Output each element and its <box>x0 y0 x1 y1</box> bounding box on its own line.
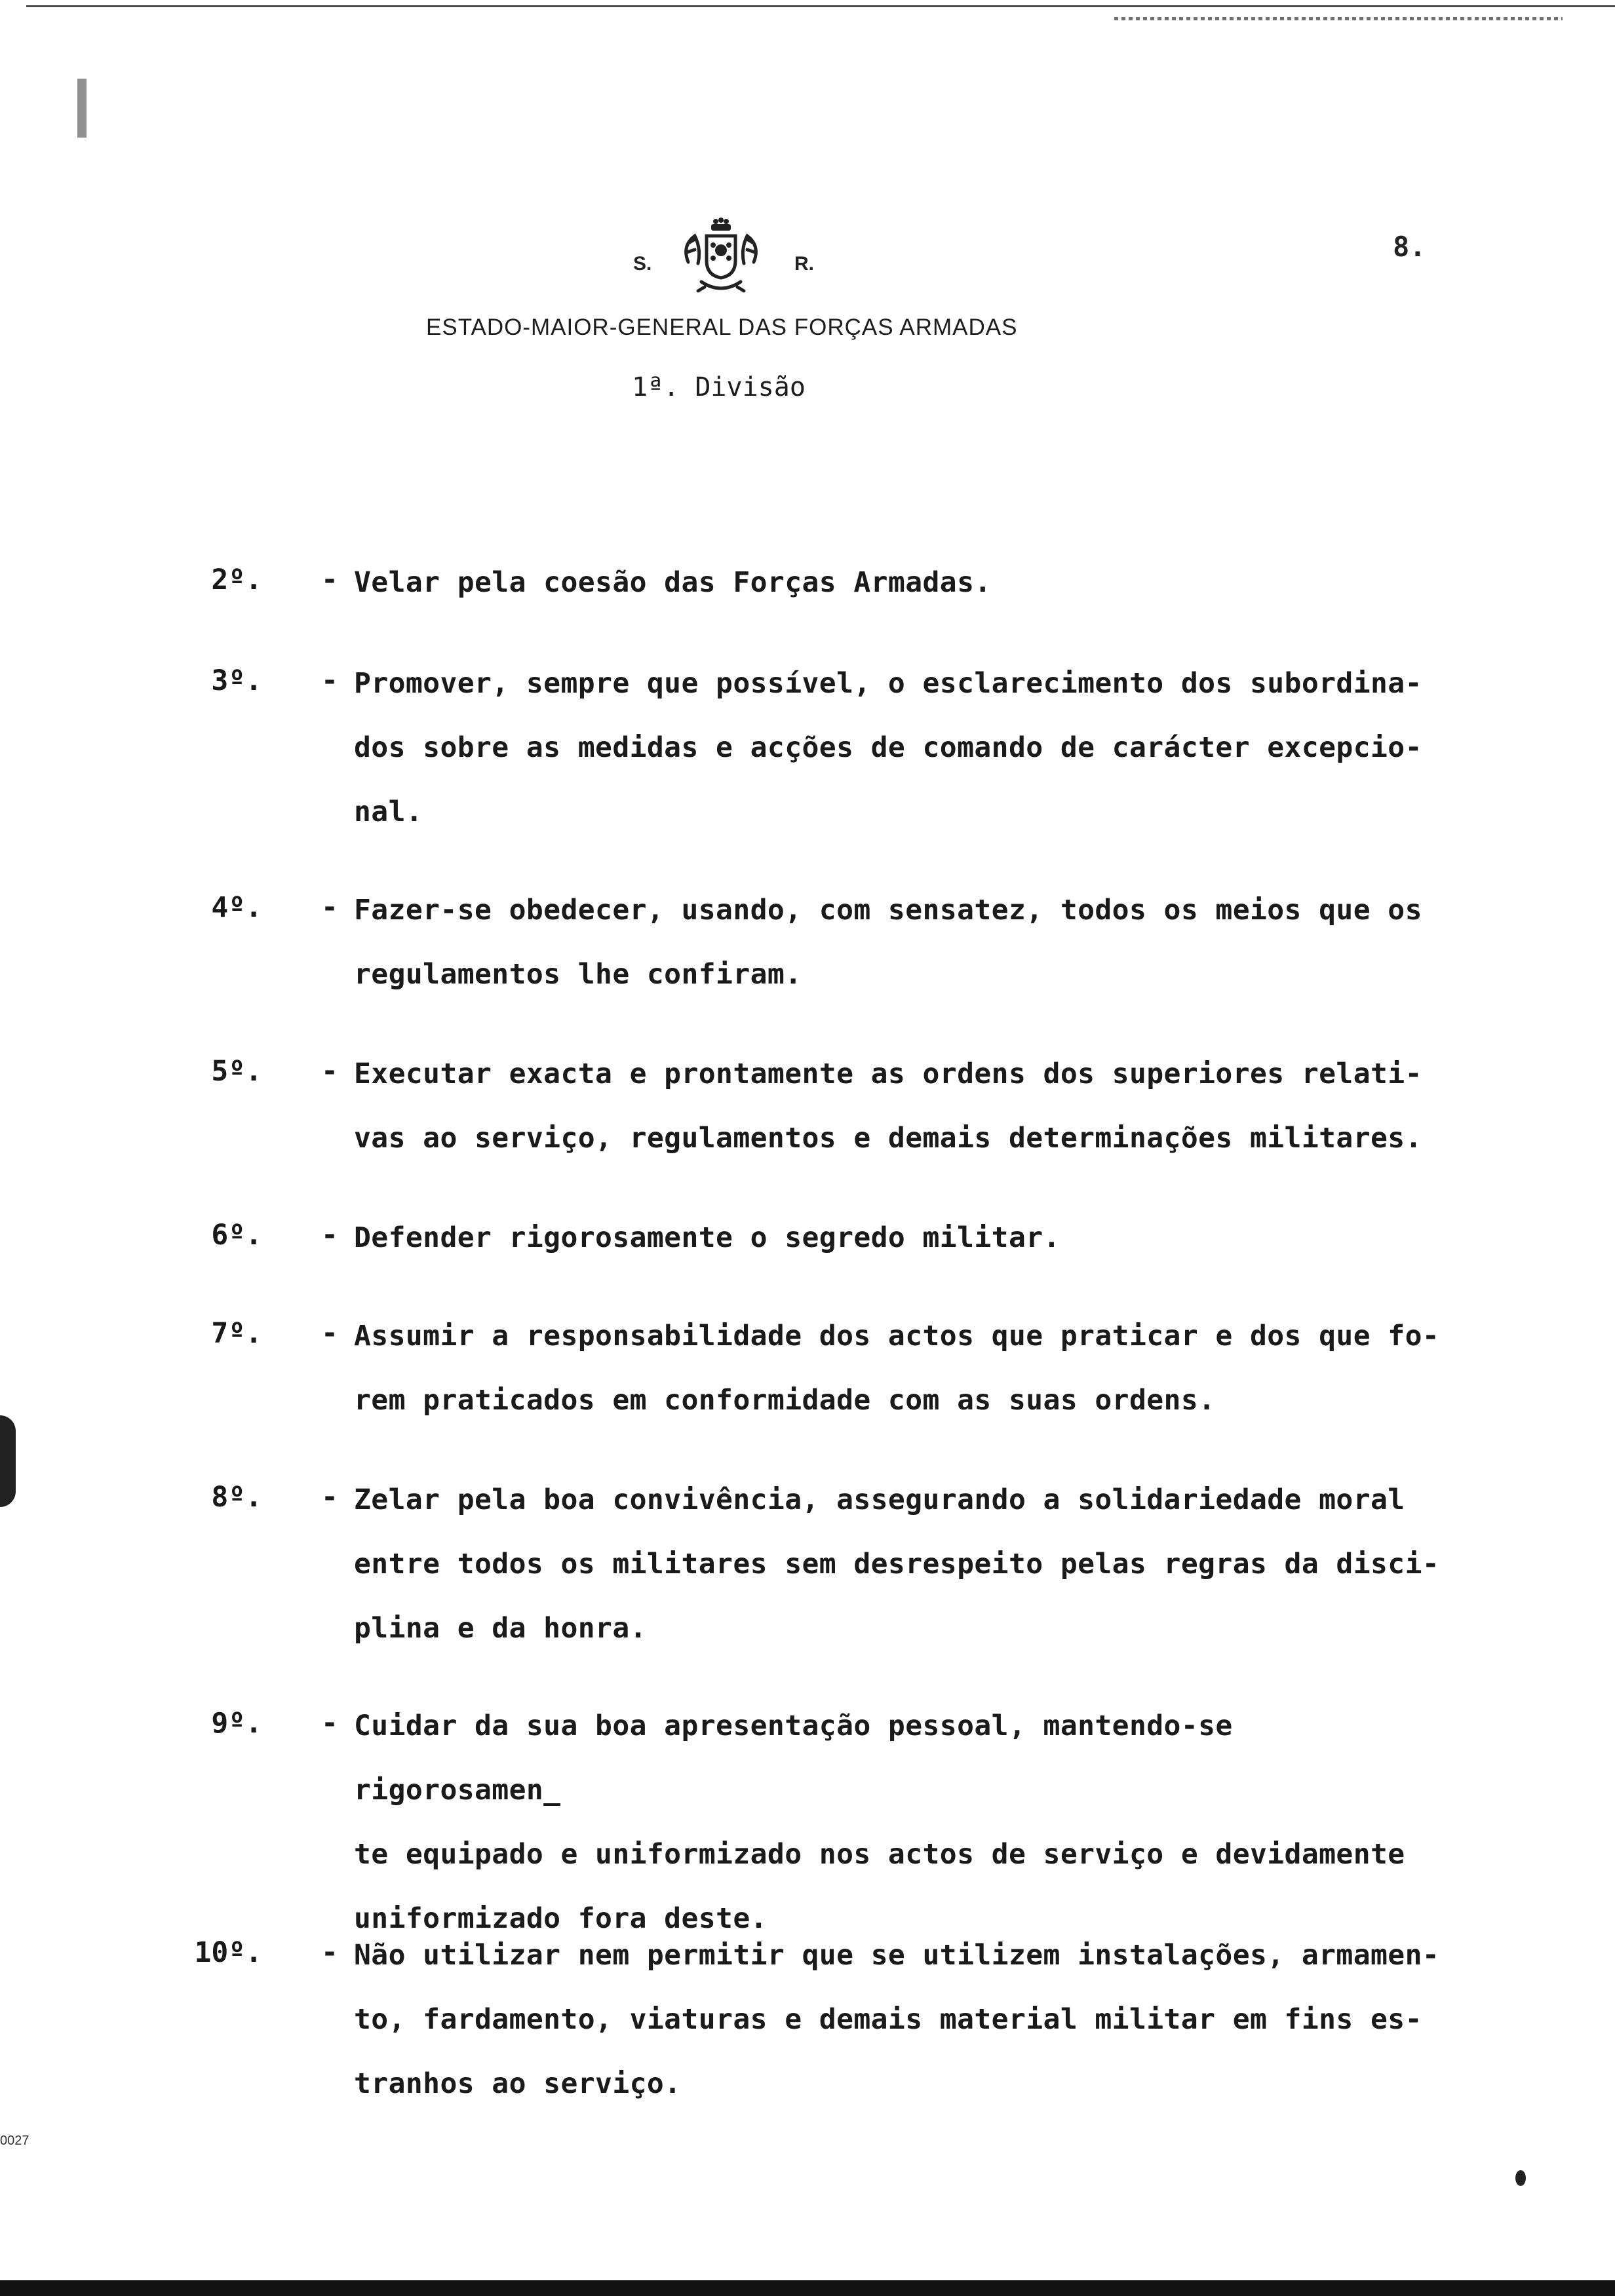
item-text: Promover, sempre que possível, o esclarecimento dos subordina- dos sobre as medidas e acções de comando de carácter excepcio- nal. <box>354 667 1422 828</box>
coat-of-arms-icon <box>675 216 767 295</box>
margin-mark <box>0 1415 16 1507</box>
item-number: 5º. <box>211 1055 262 1088</box>
item-dash: - <box>321 1936 338 1969</box>
item-text: Zelar pela boa convivência, assegurando a solidariedade moral entre todos os militares sem desrespeito pelas regras da disci- plina e da honra. <box>354 1483 1440 1645</box>
item-dash: - <box>321 1481 338 1514</box>
seal-letter-r: R. <box>794 253 814 275</box>
item-number: 3º. <box>211 664 262 697</box>
item-number: 2º. <box>211 564 262 596</box>
seal-letter-s: S. <box>633 253 652 275</box>
item-number: 7º. <box>211 1317 262 1350</box>
item-dash: - <box>321 1219 338 1252</box>
scan-edge-bottom <box>0 2280 1615 2296</box>
item-dash: - <box>321 664 338 697</box>
item-dash: - <box>321 1055 338 1088</box>
division-title: 1ª. Divisão <box>632 372 806 402</box>
organization-name: ESTADO-MAIOR-GENERAL DAS FORÇAS ARMADAS <box>426 315 1018 340</box>
item-dash: - <box>321 1317 338 1350</box>
item-number: 9º. <box>211 1707 262 1740</box>
item-number: 4º. <box>211 891 262 924</box>
item-text: Fazer-se obedecer, usando, com sensatez, todos os meios que os regulamentos lhe confiram. <box>354 894 1422 991</box>
margin-mark <box>1515 2170 1526 2186</box>
item-dash: - <box>321 564 338 596</box>
item-dash: - <box>321 891 338 924</box>
item-text: Cuidar da sua boa apresentação pessoal, mantendo-se rigorosamen_ te equipado e uniformizado nos actos de serviço e devidamente uniformizado fora deste. <box>354 1710 1405 1935</box>
scan-edge-top <box>26 5 1615 7</box>
margin-mark <box>77 79 87 138</box>
item-number: 6º. <box>211 1219 262 1252</box>
item-text: Executar exacta e prontamente as ordens dos superiores relati- vas ao serviço, regulamentos e demais determinações militares. <box>354 1058 1422 1155</box>
document-code: 0027 <box>0 2133 29 2148</box>
item-text: Defender rigorosamente o segredo militar. <box>354 1221 1060 1254</box>
item-text: Assumir a responsabilidade dos actos que praticar e dos que fo- rem praticados em conformidade com as suas ordens. <box>354 1320 1440 1417</box>
item-dash: - <box>321 1707 338 1740</box>
item-number: 10º. <box>194 1936 262 1969</box>
scan-edge-top-noise <box>1114 17 1563 20</box>
seal <box>610 210 826 301</box>
item-text: Velar pela coesão das Forças Armadas. <box>354 566 992 599</box>
page-number: 8. <box>1393 231 1426 263</box>
item-number: 8º. <box>211 1481 262 1514</box>
item-text: Não utilizar nem permitir que se utilizem instalações, armamen- to, fardamento, viaturas e demais material militar em fins es- tranhos ao serviço. <box>354 1939 1440 2100</box>
